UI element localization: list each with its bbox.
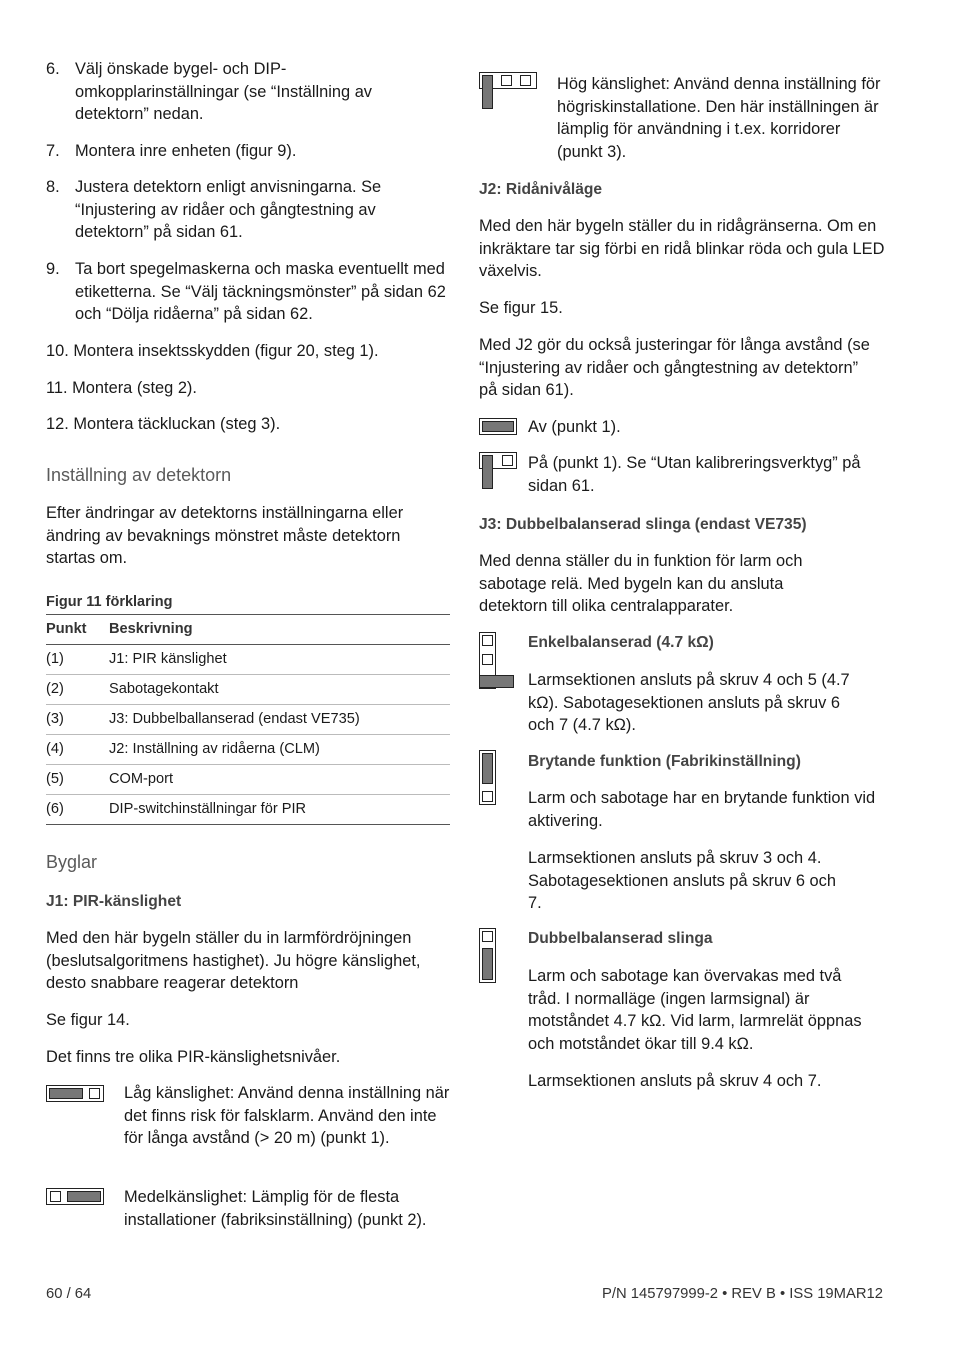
option-title: Dubbelbalanserad slinga [528,930,713,947]
list-item [46,258,450,326]
figure-caption: Figur 11 förklaring [46,594,173,610]
paragraph: Låg känslighet: Använd denna inställning när det finns risk för falsklarm. Använd den inte för långa avstånd (> 20 m) (punkt 1). [124,1084,450,1148]
table-row [46,735,450,765]
paragraph: Med den här bygeln ställer du in ridågränserna. Om en inkräktare tar sig förbi en ridå blinkar röda och gula LED växelvis. [479,217,885,281]
table-cell: (2) [46,675,109,705]
legend-table [46,614,450,825]
table-header-row [46,615,450,645]
list-text: Montera inre enheten (figur 9). [75,142,297,160]
subsection-heading: J2: Ridånivåläge [479,181,603,198]
list-text: Montera täckluckan (steg 3). [73,415,281,433]
paragraph: Se figur 14. [46,1011,130,1029]
list-number: 11. [46,379,68,397]
paragraph: Larm och sabotage kan övervakas med två tråd. I normalläge (ingen larmsignal) är motståndet 4.7 kΩ. Vid larm, larmrelät öppnas och motståndet ökar till 9.4 kΩ. [528,967,862,1053]
paragraph: Hög känslighet: Använd denna inställning för högriskinstallatione. Den här inställningen är lämplig för användning i t.ex. korridorer (punkt 3). [557,75,881,161]
paragraph: Av (punkt 1). [528,418,621,436]
list-item [46,176,450,244]
jumper-medium-sensitivity-icon [46,1188,104,1205]
subsection-heading: J1: PIR-känslighet [46,893,182,910]
table-cell: J3: Dubbelballanserad (endast VE735) [109,705,450,735]
section-heading: Byglar [46,852,98,872]
column-header: Punkt [46,615,109,645]
table-cell: DIP-switchinställningar för PIR [109,795,450,825]
jumper-on-icon [479,452,517,490]
paragraph: Larmsektionen ansluts på skruv 3 och 4. Sabotagesektionen ansluts på skruv 6 och 7. [528,849,836,913]
list-number: 7. [46,142,60,160]
list-number: 10. [46,342,69,360]
paragraph: Det finns tre olika PIR-känslighetsnivåer. [46,1048,341,1066]
jumper-off-icon [479,418,517,435]
table-cell: (4) [46,735,109,765]
list-item [46,340,450,363]
jumper-double-balanced-icon [479,928,497,984]
paragraph: Med J2 gör du också justeringar för långa avstånd (se “Injustering av ridåer och gångtestning av detektorn” på sidan 61). [479,336,870,400]
table-row [46,645,450,675]
document-id: P/N 145797999-2 • REV B • ISS 19MAR12 [602,1286,883,1302]
table-row [46,675,450,705]
table-cell: (1) [46,645,109,675]
paragraph: Med denna ställer du in funktion för larm och sabotage relä. Med bygeln kan du ansluta detektorn till olika centralapparater. [479,552,803,616]
option-title: Enkelbalanserad (4.7 kΩ) [528,634,714,651]
list-item [46,377,450,400]
settings-intro: Efter ändringar av detektorns inställningarna eller ändring av bevaknings mönstret måste detektorn startas om. [46,504,404,568]
list-text: Montera (steg 2). [72,379,197,397]
list-item [46,58,450,126]
table-row [46,705,450,735]
paragraph: Larm och sabotage har en brytande funktion vid aktivering. [528,789,876,830]
subsection-heading: J3: Dubbelbalanserad slinga (endast VE735) [479,516,807,533]
table-row [46,765,450,795]
table-cell: Sabotagekontakt [109,675,450,705]
list-item [46,413,450,436]
list-number: 9. [46,260,60,278]
paragraph: Medelkänslighet: Lämplig för de flesta installationer (fabriksinställning) (punkt 2). [124,1188,427,1229]
jumper-normally-closed-icon [479,750,497,806]
column-header: Beskrivning [109,615,450,645]
table-row [46,795,450,825]
paragraph: Larmsektionen ansluts på skruv 4 och 5 (4.7 kΩ). Sabotagesektionen ansluts på skruv 6 och 7 (4.7 kΩ). [528,671,850,735]
list-number: 6. [46,60,60,78]
list-text: Justera detektorn enligt anvisningarna. Se “Injustering av ridåer och gångtestning av detektorn” på sidan 61. [75,178,382,242]
list-item [46,140,450,163]
jumper-high-sensitivity-icon [479,72,537,110]
jumper-low-sensitivity-icon [46,1085,104,1102]
list-text: Ta bort spegelmaskerna och maska eventuellt med etiketterna. Se “Välj täckningsmönster” på sidan 62 och “Dölja ridåerna” på sidan 62. [75,260,446,324]
list-text: Välj önskade bygel- och DIP-omkopplarinställningar (se “Inställning av detektorn” nedan. [75,60,373,124]
paragraph: Se figur 15. [479,299,563,317]
list-text: Montera insektsskydden (figur 20, steg 1). [73,342,379,360]
list-number: 8. [46,178,60,196]
list-number: 12. [46,415,69,433]
paragraph: Med den här bygeln ställer du in larmfördröjningen (beslutsalgoritmens hastighet). Ju högre känslighet, desto snabbare reagerar detektorn [46,929,421,993]
option-title: Brytande funktion (Fabrikinställning) [528,753,801,770]
table-cell: (6) [46,795,109,825]
table-cell: J1: PIR känslighet [109,645,450,675]
table-cell: COM-port [109,765,450,795]
table-cell: (5) [46,765,109,795]
page-number: 60 / 64 [46,1286,92,1302]
table-cell: (3) [46,705,109,735]
section-heading: Inställning av detektorn [46,465,232,485]
table-cell: J2: Inställning av ridåerna (CLM) [109,735,450,765]
paragraph: Larmsektionen ansluts på skruv 4 och 7. [528,1072,822,1090]
jumper-single-balanced-icon [479,632,515,690]
paragraph: På (punkt 1). Se “Utan kalibreringsverktyg” på sidan 61. [528,454,861,495]
